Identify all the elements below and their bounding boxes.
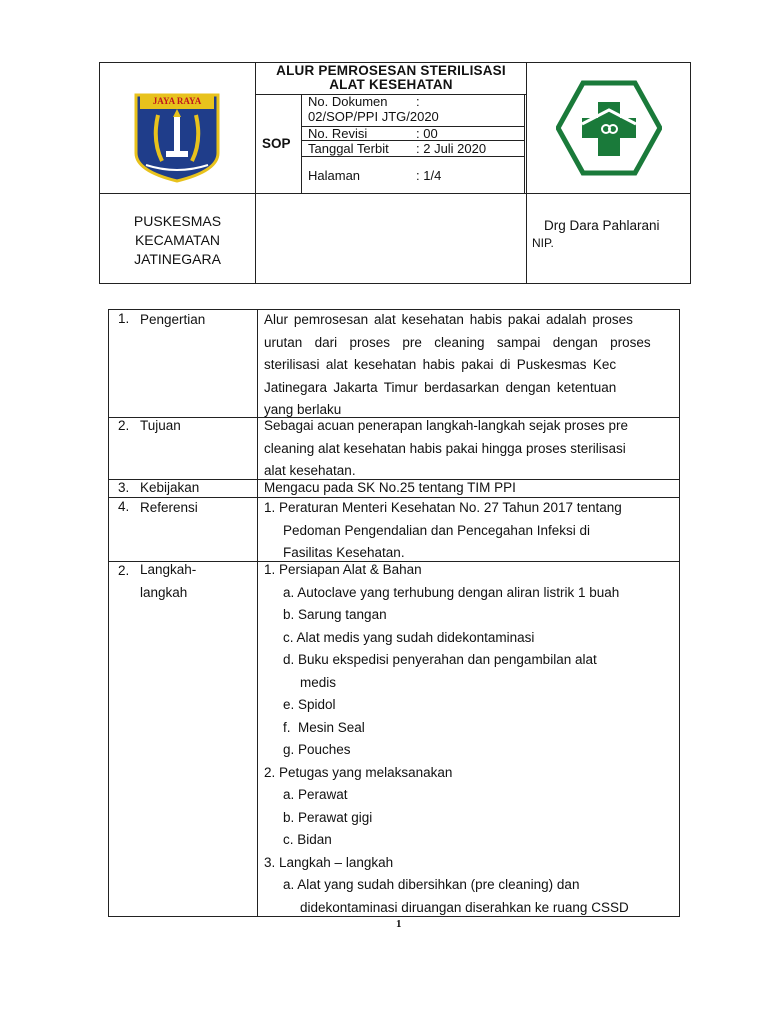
row-tujuan: [108, 417, 680, 479]
kebijakan-num: 3.: [118, 480, 130, 495]
langkah-label: [140, 559, 196, 604]
langkah-item: g. Pouches: [283, 742, 351, 757]
sop-line-halaman: [302, 156, 524, 157]
row-pengertian: [108, 309, 680, 417]
row-kebijakan: [108, 479, 680, 497]
langkah-heading: 3. Langkah – langkah: [264, 854, 394, 870]
puskesmas-line-1: PUSKESMAS: [133, 213, 222, 229]
referensi-num: 4.: [118, 499, 130, 514]
tanggal-terbit-value: : 2 Juli 2020: [416, 141, 487, 156]
pengertian-label: Pengertian: [140, 312, 206, 327]
kebijakan-label: Kebijakan: [140, 480, 200, 495]
puskesmas-name: [100, 212, 255, 269]
logo-motto: JAYA RAYA: [152, 96, 202, 106]
puskesmas-line-2: KECAMATAN: [134, 232, 221, 248]
title-line-2: ALAT KESEHATAN: [329, 77, 453, 92]
pengertian-line: yang berlaku: [264, 402, 342, 417]
puskesmas-logo: [556, 80, 662, 176]
tujuan-text: [264, 415, 674, 483]
langkah-item: b. Sarung tangan: [283, 607, 387, 622]
langkah-item: f. Mesin Seal: [283, 719, 365, 735]
title-line-1: ALUR PEMROSESAN STERILISASI: [276, 63, 506, 78]
sop-label: SOP: [262, 136, 291, 151]
referensi-label: Referensi: [140, 500, 198, 515]
tujuan-line: cleaning alat kesehatan habis pakai hingga proses sterilisasi: [264, 440, 626, 456]
signer-nip: NIP.: [532, 236, 554, 250]
langkah-item: medis: [300, 674, 337, 690]
header-divider-2: [526, 62, 527, 284]
referensi-line: 1. Peraturan Menteri Kesehatan No. 27 Tahun 2017 tentang: [264, 500, 622, 515]
tujuan-num: 2.: [118, 418, 130, 433]
halaman-label: Halaman: [308, 168, 361, 183]
langkah-num: 2.: [118, 563, 130, 578]
no-dokumen-value: 02/SOP/PPI JTG/2020: [308, 109, 439, 124]
langkah-item: c. Alat medis yang sudah didekontaminasi: [283, 629, 535, 645]
document-title: [256, 64, 526, 92]
langkah-item: a. Perawat: [283, 787, 348, 802]
tujuan-label: Tujuan: [140, 418, 181, 433]
pengertian-line: urutan dari proses pre cleaning sampai dengan proses: [264, 334, 651, 350]
langkah-label-line-1: Langkah-: [140, 562, 197, 577]
jaya-raya-logo: [132, 91, 222, 183]
langkah-item: c. Bidan: [283, 832, 332, 847]
tujuan-line: alat kesehatan.: [264, 463, 356, 478]
langkah-item: didekontaminasi diruangan diserahkan ke ruang CSSD: [300, 899, 629, 915]
row-referensi: [108, 497, 680, 561]
puskesmas-line-3: JATINEGARA: [134, 251, 221, 267]
pengertian-line: Jatinegara Jakarta Timur berdasarkan dengan ketentuan: [264, 379, 617, 395]
header-hline: [99, 193, 691, 194]
signer-name: Drg Dara Pahlarani: [544, 218, 660, 233]
no-dokumen-label: No. Dokumen: [308, 94, 388, 109]
tanggal-terbit-label: Tanggal Terbit: [308, 141, 389, 156]
page-number: 1: [396, 918, 402, 930]
pengertian-line: sterilisasi alat kesehatan habis pakai di Puskesmas Kec: [264, 357, 617, 372]
langkah-item: a. Autoclave yang terhubung dengan aliran listrik 1 buah: [283, 584, 620, 600]
row-langkah: [108, 561, 680, 917]
langkah-item: e. Spidol: [283, 697, 336, 712]
no-revisi-value: : 00: [416, 126, 438, 141]
kebijakan-text: Mengacu pada SK No.25 tentang TIM PPI: [264, 480, 516, 495]
langkah-text: [264, 559, 674, 919]
langkah-label-line-2: langkah: [140, 584, 188, 600]
langkah-item: d. Buku ekspedisi penyerahan dan pengambilan alat: [283, 652, 597, 667]
referensi-line: Fasilitas Kesehatan.: [283, 545, 405, 560]
langkah-heading: 2. Petugas yang melaksanakan: [264, 764, 453, 780]
referensi-text: [264, 497, 674, 565]
langkah-heading: 1. Persiapan Alat & Bahan: [264, 562, 422, 577]
halaman-value: : 1/4: [416, 168, 442, 183]
referensi-line: Pedoman Pengendalian dan Pencegahan Infeksi di: [283, 522, 590, 538]
header-divider-1: [255, 62, 256, 284]
no-dokumen-colon: :: [416, 94, 420, 109]
tujuan-line: Sebagai acuan penerapan langkah-langkah sejak proses pre: [264, 418, 629, 433]
pengertian-line: Alur pemrosesan alat kesehatan habis pakai adalah proses: [264, 312, 633, 327]
pengertian-text: [264, 309, 674, 422]
langkah-item: b. Perawat gigi: [283, 809, 373, 825]
langkah-item: a. Alat yang sudah dibersihkan (pre cleaning) dan: [283, 877, 580, 892]
no-revisi-label: No. Revisi: [308, 126, 368, 141]
pengertian-num: 1.: [118, 311, 130, 326]
